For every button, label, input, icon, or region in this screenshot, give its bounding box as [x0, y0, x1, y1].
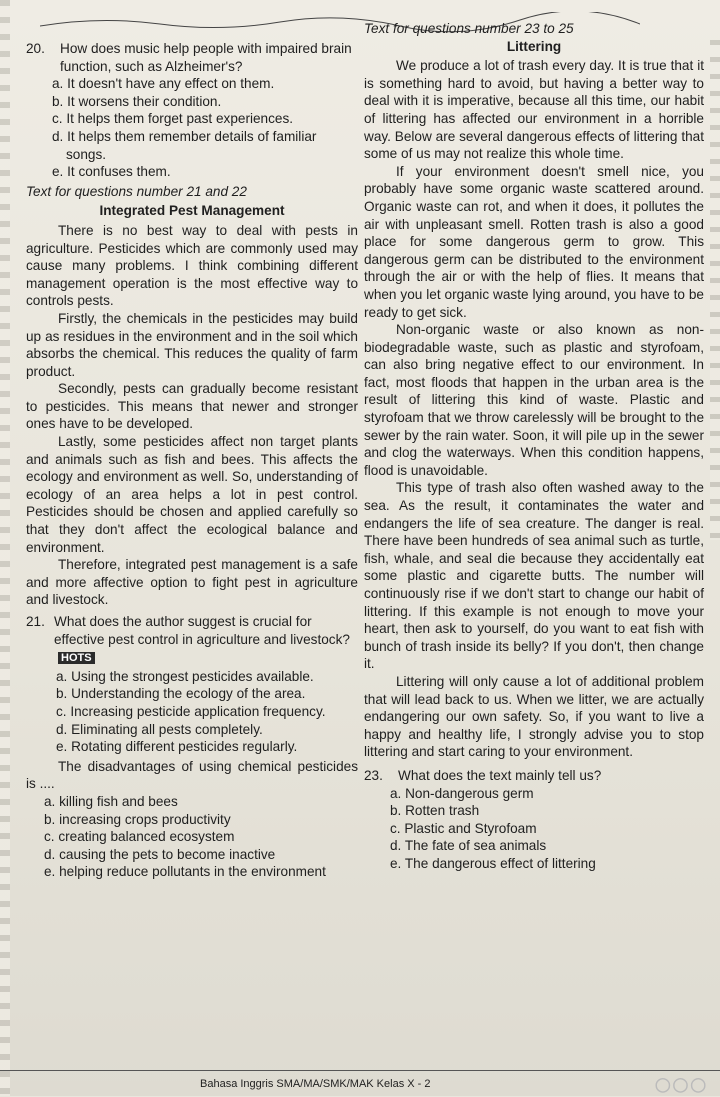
spiral-binding-right: [710, 40, 720, 540]
option-22b[interactable]: b. increasing crops productivity: [44, 811, 231, 827]
option-22e[interactable]: e. helping reduce pollutants in the environment: [44, 864, 326, 880]
option-21c[interactable]: c. Increasing pesticide application frequency.: [56, 703, 326, 719]
left-column: [26, 40, 358, 881]
option-23b[interactable]: b. Rotten trash: [390, 803, 480, 819]
question-text: How does music help people with impaired brain function, such as Alzheimer's?: [60, 41, 352, 74]
paragraph: Therefore, integrated pest management is a safe and more affective option to fight pest in agriculture and livestock.: [26, 557, 358, 608]
paragraph: If your environment doesn't smell nice, you probably have some organic waste scattered around. Organic waste can rot, and when it does, it pollutes the air with unpleasant smell. Rotten trash is also a good place for some dangerous germ to grow. This dangerous germ can be distributed to the environment through the air or with the help of flies. It means that when you let organic waste lying around, you have to be ready to get sick.: [364, 163, 704, 320]
question-23: [364, 767, 704, 785]
footer-text: Bahasa Inggris SMA/MA/SMK/MAK Kelas X - 2: [200, 1078, 431, 1090]
text-heading-21-22: Text for questions number 21 and 22: [26, 183, 247, 199]
option-20c[interactable]: c. It helps them forget past experiences.: [52, 111, 294, 127]
question-21: [26, 613, 358, 668]
option-20a[interactable]: a. It doesn't have any effect on them.: [52, 76, 275, 92]
option-20e[interactable]: e. It confuses them.: [52, 164, 171, 180]
option-21a[interactable]: a. Using the strongest pesticides available.: [56, 668, 314, 684]
publisher-logo-icon: ◯◯◯: [654, 1076, 708, 1092]
text-heading-23-25: Text for questions number 23 to 25: [364, 21, 574, 36]
option-20d[interactable]: d. It helps them remember details of familiar songs.: [52, 128, 317, 162]
paragraph: Secondly, pests can gradually become resistant to pesticides. This means that newer and stronger ones have to be developed.: [26, 381, 358, 432]
option-23d[interactable]: d. The fate of sea animals: [390, 838, 547, 854]
option-22d[interactable]: d. causing the pets to become inactive: [44, 846, 276, 862]
question-22-text: The disadvantages of using chemical pesticides is ....: [26, 758, 358, 792]
right-column: [364, 18, 704, 873]
paragraph: There is no best way to deal with pests in agriculture. Pesticides which are commonly used may cause many problems. I think combining different management operation is the most effective way to controls pests.: [26, 222, 358, 309]
option-23e[interactable]: e. The dangerous effect of littering: [390, 855, 596, 871]
text-title-littering: Littering: [506, 38, 562, 54]
option-22c[interactable]: c. creating balanced ecosystem: [44, 829, 235, 845]
text-title-pest: Integrated Pest Management: [99, 203, 285, 219]
hots-badge: HOTS: [58, 652, 95, 664]
question-number: 23.: [364, 767, 383, 783]
option-21d[interactable]: d. Eliminating all pests completely.: [56, 721, 263, 737]
paragraph: Lastly, some pesticides affect non target plants and animals such as fish and bees. This affects the ecology and environment as well. So, understanding of ecology of an area helps a lot in pest control. Pesticides should be chosen and applied carefully so that they don't affect the ecological balance and environment.: [26, 434, 358, 555]
paragraph: We produce a lot of trash every day. It is true that it is something hard to avoid, but having a better way to deal with it is imperative, because all this time, our habit of littering has affected our environment in a horrible way. Below are several dangerous effects of littering that some of us may not realize this whole time.: [364, 58, 704, 162]
paragraph: Non-organic waste or also known as non-biodegradable waste, such as plastic and styrofoam, can also bring negative effect to our environment. In fact, most floods that happen in the urban area is the result of littering this kind of waste. Plastic and styrofoam that we throw carelessly will be brought to the sewer by the rain water. Soon, it will pile up in the sewer and clog the waterways. When this condition happens, flood is unavoidable.: [364, 322, 704, 478]
paragraph: Firstly, the chemicals in the pesticides may build up as residues in the environment and in the soil which absorbs the chemical. This reduces the quality of farm product.: [26, 310, 358, 379]
question-text: What does the text mainly tell us?: [398, 767, 602, 783]
option-20b[interactable]: b. It worsens their condition.: [52, 93, 222, 109]
option-23a[interactable]: a. Non-dangerous germ: [390, 785, 534, 801]
spiral-binding-left: [0, 0, 10, 1096]
question-text: What does the author suggest is crucial for effective pest control in agriculture and livestock?: [54, 614, 350, 647]
option-22a[interactable]: a. killing fish and bees: [44, 793, 178, 809]
paragraph: Littering will only cause a lot of additional problem that will lead back to us. When we litter, we are actually endangering our own safety. So, if you want to live a happy and healthy life, I strongly advise you to stop littering and start caring to your environment.: [364, 673, 704, 760]
question-number: 21.: [26, 614, 45, 629]
paragraph: This type of trash also often washed away to the sea. As the result, it contaminates the water and endangers the life of sea creature. The danger is real. There have been hundreds of sea animal such as turtle, fish, whale, and seal die because they accidentally eat some plastic and cigarette butts. The number will continuously rise if we don't start to change our habit of littering. If this example is not enough to move your heart, then ask to yourself, do you want to eat fish with bunch of trash inside its belly? If you don't, then change it.: [364, 480, 704, 672]
question-number: 20.: [26, 41, 45, 56]
option-21e[interactable]: e. Rotating different pesticides regularly.: [56, 739, 298, 755]
option-23c[interactable]: c. Plastic and Styrofoam: [390, 820, 537, 836]
option-21b[interactable]: b. Understanding the ecology of the area.: [56, 686, 306, 702]
question-20: [26, 40, 358, 75]
